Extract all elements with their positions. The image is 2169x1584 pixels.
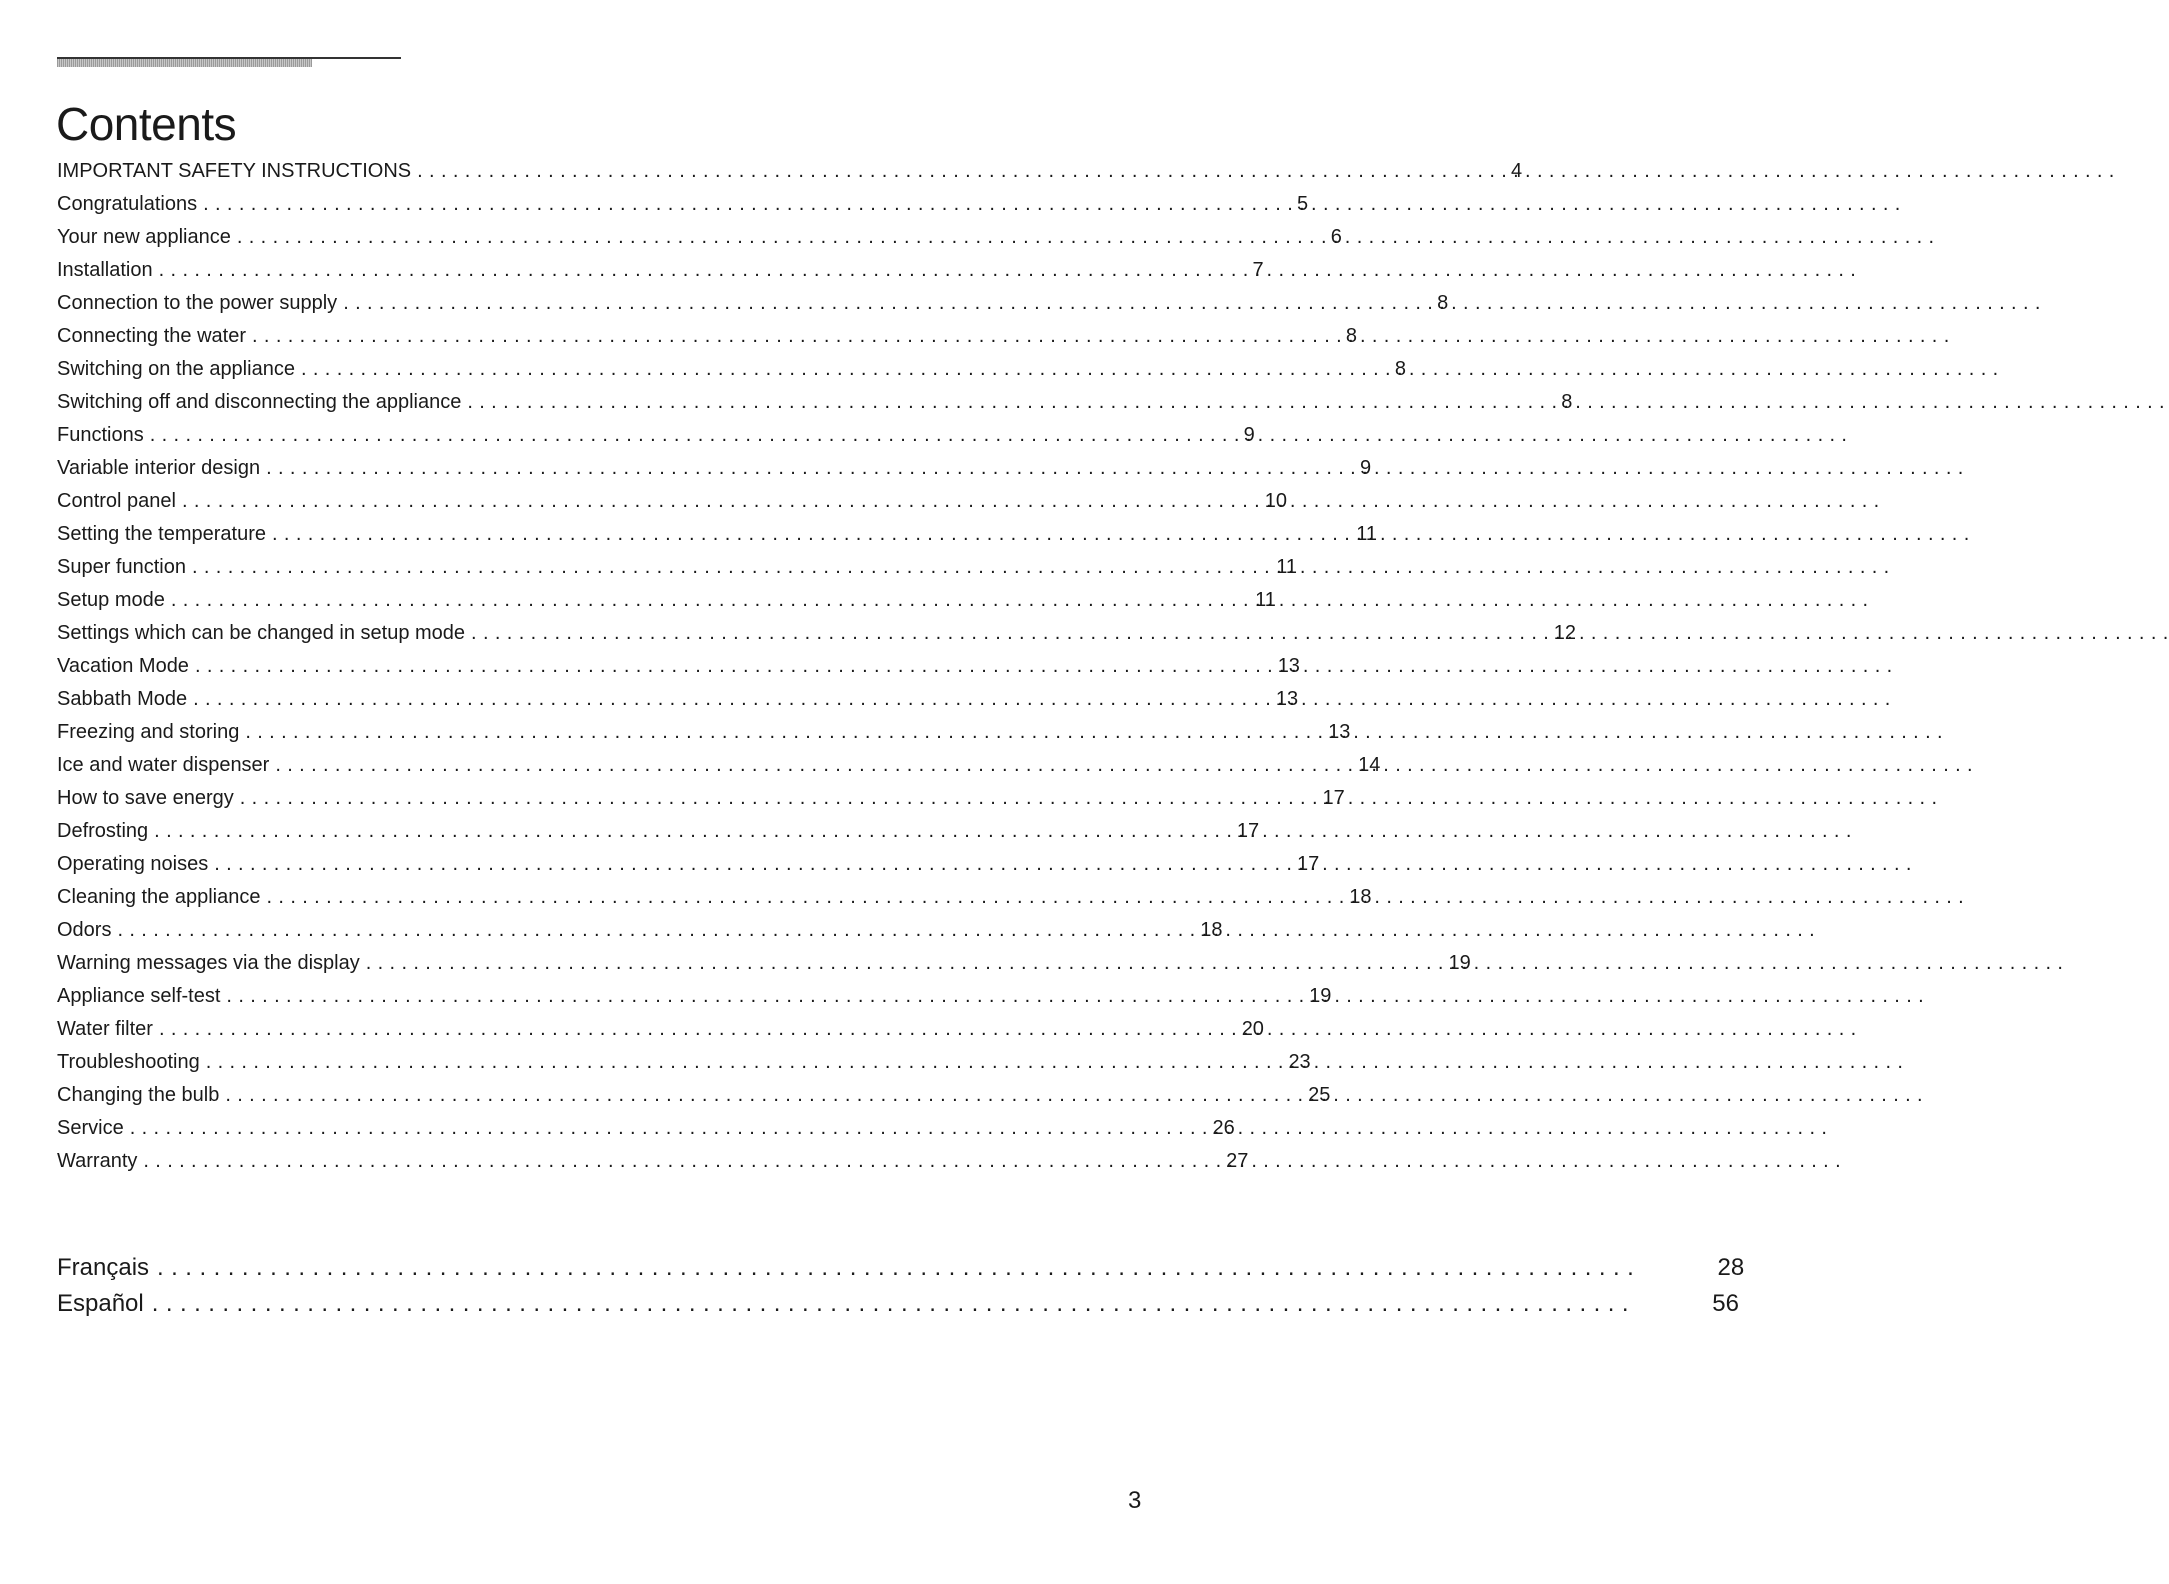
dot-leader-dots (275, 749, 1275, 782)
toc-entry-label: Vacation Mode (57, 655, 189, 677)
dot-leader-dots (159, 1013, 1159, 1046)
dot-leader (144, 419, 1150, 452)
toc-entry-page: 23 (1288, 1051, 1311, 1073)
dot-leader-dots (159, 254, 1159, 287)
toc-entry[interactable] (57, 848, 1320, 881)
dot-leader (187, 683, 1193, 716)
toc-entry[interactable] (57, 1013, 1264, 1046)
dot-leader (144, 1286, 1629, 1322)
toc-entry[interactable] (57, 1145, 1249, 1178)
dot-leader (295, 353, 1301, 386)
dot-leader-dots (117, 914, 1117, 947)
dot-leader (165, 584, 1171, 617)
header-bar (57, 59, 312, 67)
dot-leader-dots (301, 353, 1301, 386)
dot-leader (246, 320, 1252, 353)
dot-leader (153, 1013, 1159, 1046)
dot-leader-dots (252, 320, 1252, 353)
toc-entry[interactable] (57, 617, 1577, 650)
dot-leader-dots (157, 1250, 1634, 1286)
toc-entry[interactable] (57, 188, 1309, 221)
dot-leader-dots (225, 1079, 1225, 1112)
dot-leader-dots (467, 386, 1467, 419)
toc-entry[interactable] (57, 947, 1471, 980)
dot-leader (186, 551, 1192, 584)
toc-entry[interactable] (57, 782, 1345, 815)
dot-leader-dots (272, 518, 1272, 551)
toc-entry-label: Your new appliance (57, 226, 231, 248)
dot-leader (197, 188, 1203, 221)
dot-leader-dots (206, 1046, 1206, 1079)
dot-leader (189, 650, 1195, 683)
dot-leader-dots (192, 551, 1192, 584)
dot-leader-dots (203, 188, 1203, 221)
dot-leader (239, 716, 1245, 749)
toc-entry-page: 5 (1296, 193, 1309, 215)
dot-leader (260, 452, 1266, 485)
dot-leader-dots (214, 848, 1214, 881)
toc-entry[interactable] (57, 980, 1332, 1013)
dot-leader (231, 221, 1237, 254)
language-entry[interactable] (57, 1250, 1745, 1286)
toc-entry-page: 13 (1277, 655, 1300, 677)
dot-leader-dots (193, 683, 1193, 716)
toc-entry[interactable] (57, 221, 1342, 254)
toc-entry-label: Appliance self-test (57, 985, 221, 1007)
dot-leader (411, 155, 1417, 188)
toc-entry[interactable] (57, 353, 1406, 386)
dot-leader-dots (130, 1112, 1130, 1145)
toc-entry-page: 8 (1437, 292, 1449, 314)
dot-leader (360, 947, 1366, 980)
toc-entry-page: 19 (1309, 985, 1332, 1007)
dot-leader-dots (143, 1145, 1143, 1178)
toc-entry-label: Warning messages via the display (57, 952, 360, 974)
dot-leader (148, 815, 1154, 848)
toc-entry-page: 8 (1561, 391, 1573, 413)
dot-leader (208, 848, 1214, 881)
toc-entry-label: Settings which can be changed in setup mode (57, 622, 466, 644)
toc-entry-page: 27 (1226, 1150, 1249, 1172)
dot-leader-dots (266, 452, 1266, 485)
dot-leader-dots (245, 716, 1245, 749)
toc-entry-page: 11 (1276, 556, 1297, 578)
toc-entry-page: 9 (1359, 457, 1372, 479)
page-title: Contents (56, 98, 237, 150)
dot-leader (153, 254, 1159, 287)
toc-entry[interactable] (57, 650, 1300, 683)
toc-entry[interactable] (57, 716, 1351, 749)
toc-entry-label: Service (57, 1117, 124, 1139)
dot-leader (461, 386, 1467, 419)
toc-entry-page: 7 (1252, 259, 1264, 281)
toc-entry-label: Defrosting (57, 820, 149, 842)
toc-entry[interactable] (57, 881, 1372, 914)
toc-entry-label: Connecting the water (57, 325, 247, 347)
toc-entry-page: 14 (1358, 754, 1381, 776)
toc-entry[interactable] (57, 749, 1381, 782)
toc-entry-label: Functions (57, 424, 144, 446)
toc-entry-label: Connection to the power supply (57, 292, 338, 314)
toc-entry-label: Setting the temperature (57, 523, 267, 545)
toc-entry-page: 11 (1356, 523, 1378, 545)
toc-entry[interactable] (57, 815, 1260, 848)
toc-entry-page: 4 (1511, 160, 1523, 182)
dot-leader (261, 881, 1267, 914)
toc-entry[interactable] (57, 155, 1523, 188)
dot-leader-dots (226, 980, 1226, 1013)
dot-leader (149, 1250, 1634, 1286)
toc-entry[interactable] (57, 1112, 1235, 1145)
toc-entry-label: Warranty (57, 1150, 138, 1172)
toc-entry[interactable] (57, 386, 1573, 419)
toc-entry-page: 6 (1330, 226, 1342, 248)
toc-entry-label: Troubleshooting (57, 1051, 200, 1073)
toc-entry-label: Super function (57, 556, 186, 578)
toc-entry-label: Variable interior design (57, 457, 261, 479)
dot-leader-dots (366, 947, 1366, 980)
toc-entry-page: 18 (1200, 919, 1223, 941)
table-of-contents (57, 155, 1577, 1178)
dot-leader (465, 617, 1471, 650)
toc-entry[interactable] (57, 1046, 1311, 1079)
language-sections (57, 1250, 1745, 1322)
toc-entry-page: 13 (1328, 721, 1351, 743)
toc-entry-label: Freezing and storing (57, 721, 240, 743)
toc-entry[interactable] (57, 254, 1264, 287)
dot-leader-dots (240, 782, 1240, 815)
toc-entry-label: Setup mode (57, 589, 165, 611)
toc-entry-page: 17 (1296, 853, 1320, 875)
dot-leader (137, 1145, 1143, 1178)
dot-leader (176, 485, 1182, 518)
toc-entry[interactable] (57, 683, 1299, 716)
dot-leader (337, 287, 1343, 320)
toc-entry-label: Cleaning the appliance (57, 886, 261, 908)
dot-leader (111, 914, 1117, 947)
language-entry[interactable] (57, 1286, 1739, 1322)
dot-leader-dots (171, 584, 1171, 617)
dot-leader-dots (150, 419, 1150, 452)
dot-leader-dots (195, 650, 1195, 683)
toc-entry-label: Switching on the appliance (57, 358, 295, 380)
dot-leader-dots (182, 485, 1182, 518)
toc-entry[interactable] (57, 419, 1255, 452)
dot-leader (220, 980, 1226, 1013)
toc-entry-label: Ice and water dispenser (57, 754, 270, 776)
dot-leader-dots (154, 815, 1154, 848)
language-entry-label: Español (57, 1290, 144, 1317)
toc-entry[interactable] (57, 452, 1372, 485)
dot-leader (269, 749, 1275, 782)
toc-entry-page: 12 (1553, 622, 1577, 644)
toc-entry-label: Changing the bulb (57, 1084, 220, 1106)
toc-entry-page: 20 (1241, 1018, 1264, 1040)
toc-entry-page: 10 (1264, 490, 1287, 512)
dot-leader (234, 782, 1240, 815)
dot-leader (266, 518, 1272, 551)
toc-entry-label: Installation (57, 259, 153, 281)
toc-entry-page: 17 (1236, 820, 1260, 842)
toc-entry[interactable] (57, 551, 1297, 584)
page-number: 3 (1128, 1487, 1142, 1514)
toc-entry-page: 11 (1255, 589, 1276, 611)
toc-entry[interactable] (57, 518, 1378, 551)
toc-entry[interactable] (57, 584, 1276, 617)
toc-entry-label: Switching off and disconnecting the appliance (57, 391, 462, 413)
dot-leader-dots (343, 287, 1343, 320)
language-entry-page: 28 (1717, 1254, 1745, 1281)
toc-entry-label: Congratulations (57, 193, 198, 215)
dot-leader-dots (152, 1286, 1629, 1322)
toc-entry-label: IMPORTANT SAFETY INSTRUCTIONS (57, 160, 412, 182)
toc-entry-label: Sabbath Mode (57, 688, 188, 710)
toc-entry-label: Odors (57, 919, 112, 941)
toc-entry-page: 26 (1212, 1117, 1235, 1139)
toc-entry-label: Water filter (57, 1018, 153, 1040)
dot-leader-dots (267, 881, 1267, 914)
toc-entry-page: 19 (1448, 952, 1471, 974)
dot-leader-dots (417, 155, 1417, 188)
toc-entry-page: 18 (1349, 886, 1372, 908)
toc-entry[interactable] (57, 320, 1358, 353)
toc-entry[interactable] (57, 485, 1287, 518)
toc-entry[interactable] (57, 914, 1223, 947)
toc-entry-label: How to save energy (57, 787, 234, 809)
dot-leader (200, 1046, 1206, 1079)
dot-leader (124, 1112, 1130, 1145)
dot-leader-dots (471, 617, 1471, 650)
toc-entry-page: 8 (1345, 325, 1358, 347)
toc-entry-page: 13 (1275, 688, 1299, 710)
toc-entry-label: Operating noises (57, 853, 209, 875)
toc-entry[interactable] (57, 1079, 1331, 1112)
toc-entry-page: 9 (1243, 424, 1255, 446)
toc-entry-page: 17 (1322, 787, 1345, 809)
language-entry-page: 56 (1712, 1290, 1739, 1317)
dot-leader (219, 1079, 1225, 1112)
dot-leader-dots (237, 221, 1237, 254)
toc-entry-label: Control panel (57, 490, 176, 512)
toc-entry[interactable] (57, 287, 1449, 320)
toc-entry-page: 25 (1308, 1084, 1331, 1106)
toc-entry-page: 8 (1394, 358, 1406, 380)
language-entry-label: Français (57, 1254, 150, 1281)
